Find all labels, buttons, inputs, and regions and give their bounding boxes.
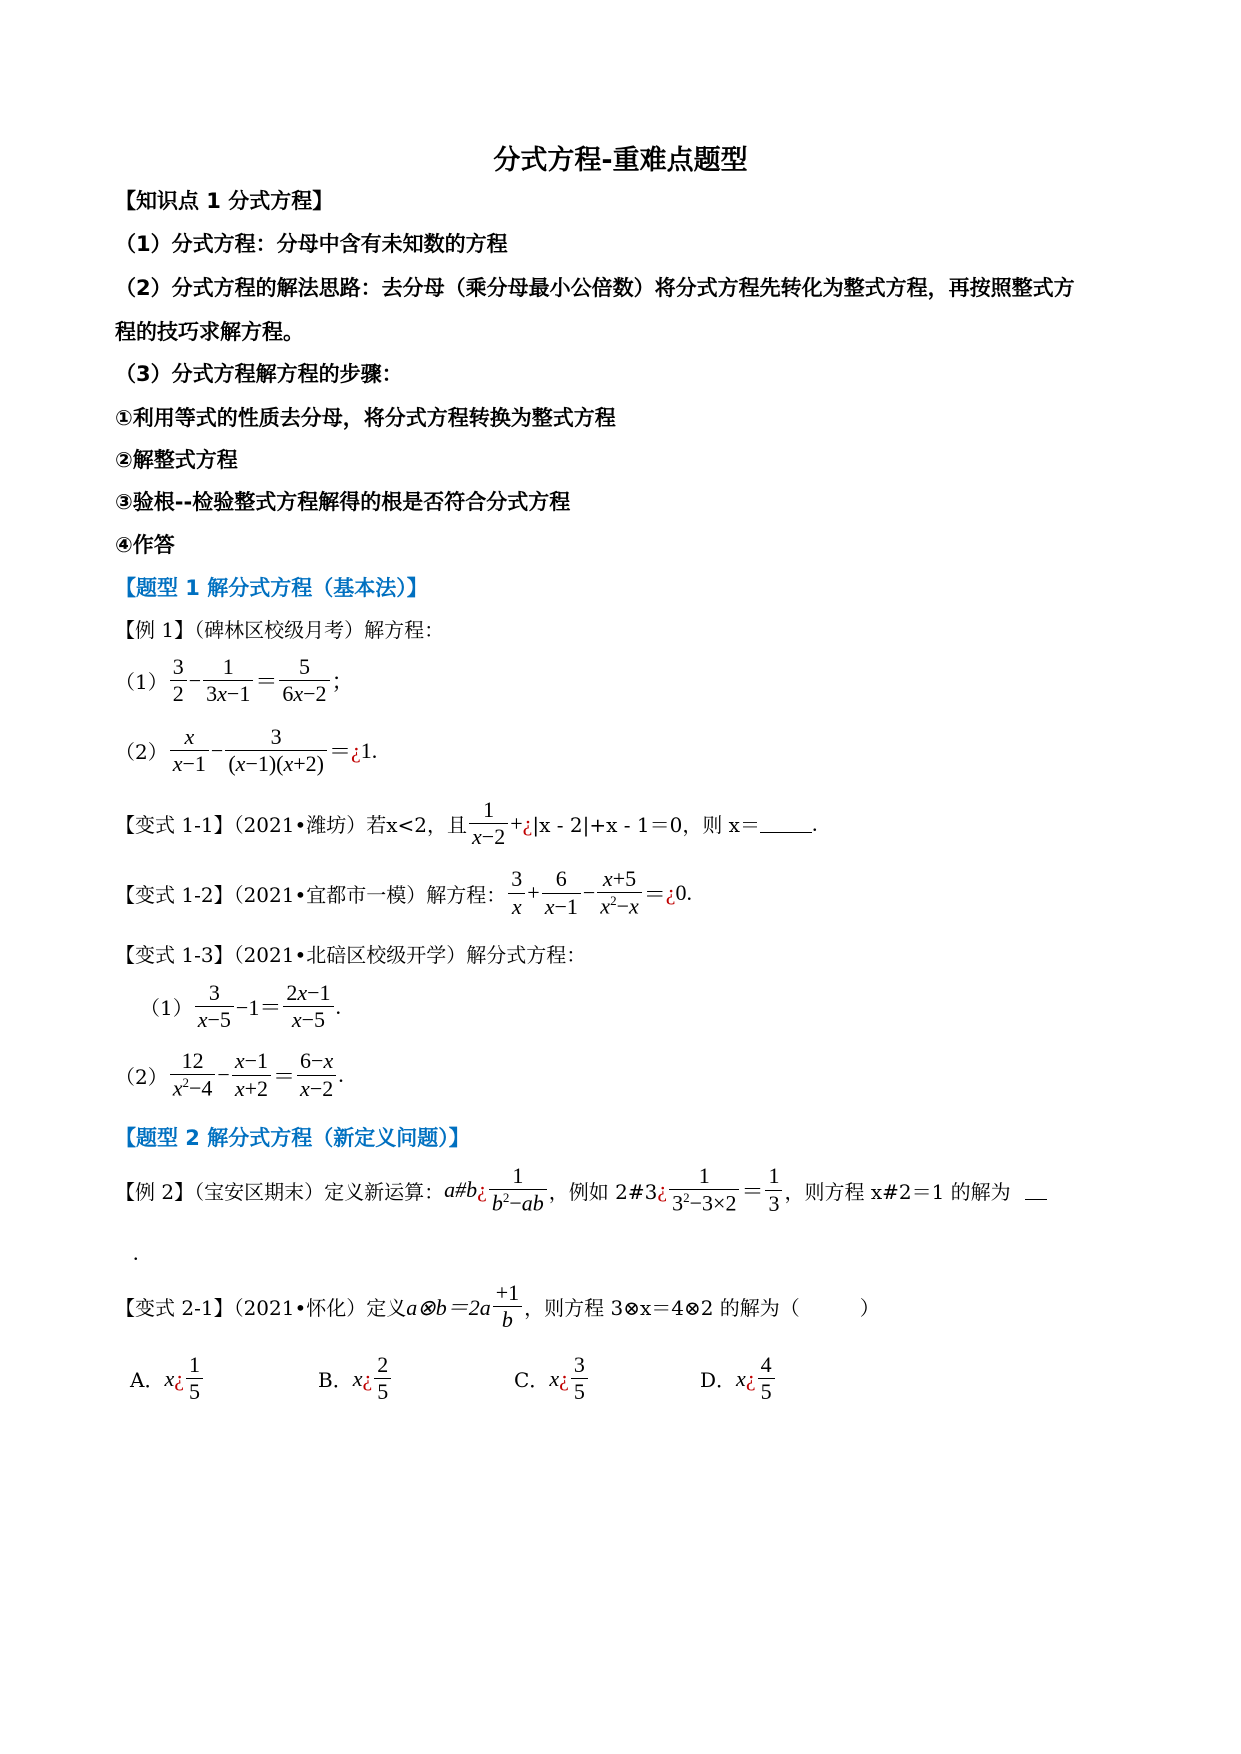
fraction: $\frac{6}{x-1}$ — [542, 866, 581, 920]
option-variable: x — [352, 1365, 363, 1391]
step-3: ③验根--检验整式方程解得的根是否符合分式方程 — [115, 490, 571, 514]
fraction: $\frac{3}{2}$ — [170, 654, 187, 708]
variant-1-3-title: 【变式 1-3】（2021•北碚区校级开学）解分式方程： — [115, 943, 587, 967]
variant-2-1-definition: a⊗b＝2a — [406, 1295, 491, 1321]
knowledge-p3: （3）分式方程解方程的步骤： — [115, 362, 403, 386]
step-2: ②解整式方程 — [115, 448, 238, 472]
knowledge-heading: 【知识点 1 分式方程】 — [115, 189, 334, 213]
glyph-mark: ¿ — [522, 810, 533, 836]
fraction: $\frac{2}{5}$ — [374, 1352, 391, 1406]
option-label: A． — [130, 1368, 165, 1393]
example1-equation-1: （1） $\frac{3}{2}$ − $\frac{1}{3x-1}$ ＝ $\frac{5}{6x-2}$ ； — [115, 654, 354, 707]
variant-1-1-condition: x<2，且 — [386, 813, 468, 838]
period-mark: . — [133, 1240, 139, 1265]
topic2-heading: 【题型 2 解分式方程（新定义问题）】 — [115, 1126, 470, 1150]
topic1-heading: 【题型 1 解分式方程（基本法）】 — [115, 576, 428, 600]
variant-1-1-prefix: 【变式 1-1】（2021•潍坊）若 — [115, 813, 387, 838]
fraction: $\frac{x+5}{x^2-x}$ — [597, 866, 641, 920]
fraction: $\frac{x-1}{x+2}$ — [232, 1048, 271, 1102]
option-label: D． — [700, 1368, 737, 1393]
step-4: ④作答 — [115, 533, 175, 557]
fraction: $\frac{1}{3}$ — [765, 1163, 782, 1217]
variant-1-3-equation-1: （1） $\frac{3}{x-5}$ −1＝ $\frac{2x-1}{x-5}$ . — [140, 980, 342, 1033]
page-title: 分式方程-重难点题型 — [493, 145, 748, 176]
variant-1-2: 【变式 1-2】（2021•宜都市一模）解方程： $\frac{3}{x}$ + $\frac{6}{x-1}$ − $\frac{x+5}{x^2-x}$ ＝ ¿ 0. — [115, 866, 693, 919]
fraction: $\frac{1}{3x-1}$ — [203, 654, 253, 708]
fraction: $\frac{5}{6x-2}$ — [279, 654, 329, 708]
fraction: $\frac{3}{5}$ — [571, 1352, 588, 1406]
fraction: $\frac{3}{x-5}$ — [195, 980, 234, 1034]
fraction: $\frac{4}{5}$ — [758, 1352, 775, 1406]
option-b[interactable] — [318, 1352, 393, 1406]
question-label: （2） — [115, 1064, 168, 1089]
question-label: （2） — [115, 740, 168, 765]
fraction: $\frac{+1}{b}$ — [493, 1280, 522, 1334]
option-c[interactable] — [514, 1352, 590, 1406]
example2-definition: a#b — [444, 1177, 478, 1203]
glyph-mark: ¿ — [362, 1365, 373, 1391]
fraction: $\frac{3}{x}$ — [508, 866, 525, 920]
option-label: C． — [514, 1368, 550, 1393]
variant-1-3-equation-2: （2） $\frac{12}{x^2-4}$ − $\frac{x-1}{x+2}$ ＝ $\frac{6-x}{x-2}$ . — [115, 1048, 344, 1101]
option-variable: x — [736, 1365, 746, 1391]
fraction: $\frac{1}{3^2-3\times 2}$ — [669, 1163, 739, 1217]
option-variable: x — [164, 1365, 175, 1391]
fraction: $\frac{12}{x^2-4}$ — [170, 1048, 216, 1102]
fraction: $\frac{6-x}{x-2}$ — [297, 1048, 336, 1102]
answer-blank[interactable] — [760, 814, 812, 833]
fraction: $\frac{3}{(x-1)(x+2)}$ — [225, 724, 327, 778]
fraction: $\frac{1}{x-2}$ — [469, 797, 508, 851]
variant-2-1 — [115, 1280, 880, 1334]
glyph-mark: ¿ — [174, 1365, 184, 1391]
glyph-mark: ¿ — [745, 1365, 756, 1391]
variant-2-1-prefix: 【变式 2-1】（2021•怀化）定义 — [115, 1296, 407, 1321]
fraction: $\frac{2x-1}{x-5}$ — [283, 980, 333, 1034]
fraction: $\frac{1}{b^2-ab}$ — [489, 1163, 547, 1217]
glyph-mark: ¿ — [665, 880, 676, 906]
example2-example: ，例如 2#3 — [548, 1179, 658, 1204]
question-label: （1） — [115, 670, 168, 695]
answer-blank[interactable] — [1025, 1181, 1047, 1200]
option-d[interactable] — [700, 1352, 777, 1406]
knowledge-p2-line2: 程的技巧求解方程。 — [115, 320, 304, 344]
option-variable: x — [549, 1365, 560, 1391]
knowledge-p1: （1）分式方程：分母中含有未知数的方程 — [115, 232, 508, 256]
fraction: $\frac{x}{x-1}$ — [170, 724, 209, 778]
variant-1-2-prefix: 【变式 1-2】（2021•宜都市一模）解方程： — [115, 882, 507, 907]
glyph-mark: ¿ — [351, 737, 361, 763]
variant-1-1: 【变式 1-1】（2021•潍坊）若 x<2，且 $\frac{1}{x-2}$ + ¿ |x - 2|+x - 1＝0，则 x＝ . — [115, 797, 818, 850]
fraction: $\frac{1}{5}$ — [186, 1352, 203, 1406]
glyph-mark: ¿ — [477, 1177, 487, 1203]
example1-equation-2: （2） $\frac{x}{x-1}$ − $\frac{3}{(x-1)(x+2)}$ ＝ ¿ 1. — [115, 724, 378, 777]
question-label: （1） — [140, 996, 193, 1021]
knowledge-p2-line1: （2）分式方程的解法思路：去分母（乘分母最小公倍数）将分式方程先转化为整式方程，再按照整式方 — [115, 276, 1075, 300]
option-a[interactable] — [130, 1352, 205, 1406]
option-label: B． — [318, 1368, 353, 1393]
glyph-mark: ¿ — [559, 1365, 569, 1391]
variant-1-1-equation: |x - 2|+x - 1＝0，则 x＝ — [532, 813, 760, 838]
glyph-mark: ¿ — [657, 1177, 668, 1203]
example2-prefix: 【例 2】（宝安区期末）定义新运算： — [115, 1179, 445, 1204]
variant-2-1-tail: ，则方程 3⊗x＝4⊗2 的解为（ ） — [524, 1296, 880, 1321]
example2-tail: ，则方程 x#2＝1 的解为 — [784, 1179, 1011, 1204]
step-1: ①利用等式的性质去分母，将分式方程转换为整式方程 — [115, 406, 616, 430]
example2: 【例 2】（宝安区期末）定义新运算： a#b ¿ $\frac{1}{b^2-ab}$ ，例如 2#3 ¿ $\frac{1}{3^2-3\times 2}$ ＝ $\frac{1}{3}$ ，则方程 x#2＝1 的解为 — [115, 1163, 1047, 1217]
example1-title: 【例 1】（碑林区校级月考）解方程： — [115, 618, 445, 642]
